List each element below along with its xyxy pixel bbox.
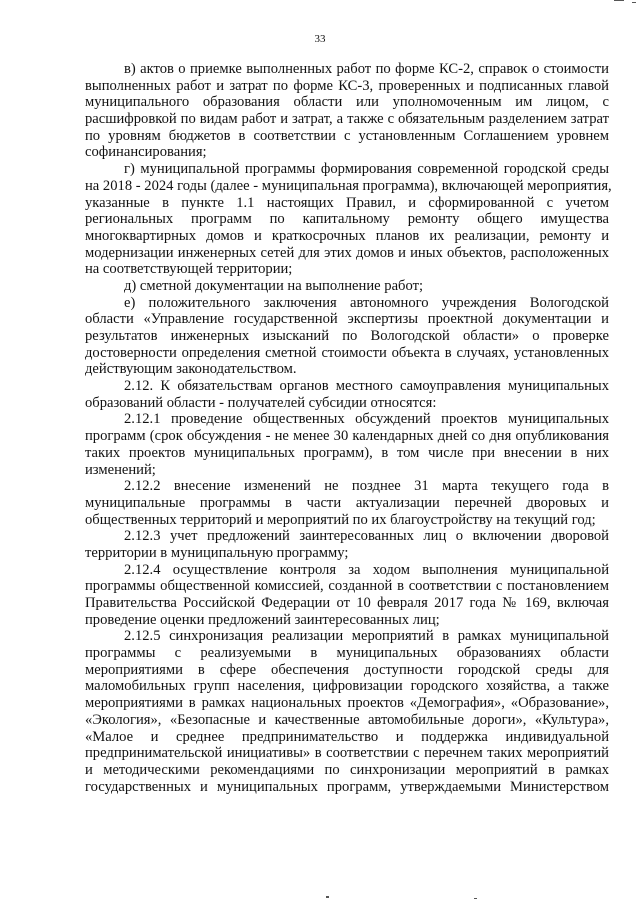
text-line: расшифровкой по видам работ и затрат, а также с обязательным разделением затрат [85, 111, 609, 128]
text-line: региональных программ по капитальному ремонту общего имущества [85, 211, 609, 228]
text-line: «Экология», «Безопасные и качественные автомобильные дороги», «Культура», [85, 711, 609, 728]
paragraph [85, 161, 612, 278]
text-line: программы общественной комиссией, созданной в соответствии с постановлением [85, 578, 609, 595]
text-line: области «Управление государственной экспертизы проектной документации и [85, 311, 609, 328]
text-line: предпринимательской инициативы» в соответствии с перечнем таких мероприятий [85, 745, 609, 762]
text-line: 2.12.2 внесение изменений не позднее 31 марта текущего года в [124, 478, 609, 495]
text-line: 2.12.5 синхронизация реализации мероприятий в рамках муниципальной [124, 628, 609, 645]
text-line: модернизации инженерных сетей для этих домов и иных объектов, расположенных [85, 244, 609, 261]
paragraph [85, 295, 609, 378]
scan-mark [614, 0, 624, 1]
text-line: 2.12.1 проведение общественных обсуждений проектов муниципальных [124, 411, 609, 428]
scan-mark [474, 898, 477, 899]
text-line: проведение оценки предложений заинтересованных лиц; [85, 611, 440, 628]
page-number: 33 [314, 33, 326, 45]
text-line: территории в муниципальную программу; [85, 544, 349, 561]
text-line: в) актов о приемке выполненных работ по форме КС-2, справок о стоимости [124, 61, 609, 77]
text-line: указанные в пункте 1.1 настоящих Правил, и сформированной с учетом [85, 194, 609, 211]
text-line: Правительства Российской Федерации от 10 февраля 2017 года № 169, включая [85, 595, 609, 611]
text-line: действующим законодательством. [85, 361, 297, 378]
text-line: по уровням бюджетов в соответствии с установленным Соглашением уровнем [85, 127, 609, 144]
text-line: маломобильных групп населения, цифровизации городского хозяйства, а также [85, 678, 609, 695]
text-line: муниципального образования области или уполномоченным им лицом, с [85, 94, 609, 111]
document-body [85, 61, 612, 795]
text-line: 2.12. К обязательствам органов местного самоуправления муниципальных [124, 378, 609, 395]
text-line: «Малое и среднее предпринимательство и поддержка индивидуальной [85, 728, 609, 745]
text-line: д) сметной документации на выполнение работ; [124, 277, 424, 294]
paragraph [85, 278, 609, 295]
text-line: г) муниципальной программы формирования современной городской среды [124, 161, 609, 178]
text-line: мероприятиями в сфере обеспечения доступности городской среды для [85, 661, 609, 678]
text-line: программы с реализуемыми в муниципальных образованиях области [85, 645, 609, 662]
text-line: изменений; [85, 461, 156, 478]
text-line: общественных территорий и мероприятий по их благоустройству на текущий год; [85, 511, 596, 528]
paragraph [85, 478, 609, 528]
text-line: 2.12.4 осуществление контроля за ходом выполнения муниципальной [124, 561, 609, 578]
text-line: 2.12.3 учет предложений заинтересованных лиц о включении дворовой [124, 528, 609, 545]
text-line: образований области - получателей субсидии относятся: [85, 394, 437, 411]
scan-mark [326, 896, 329, 898]
text-line: муниципальные программы в части актуализации перечней дворовых и [85, 494, 609, 511]
text-line: многоквартирных домов и краткосрочных планов их реализации, ремонту и [85, 227, 609, 244]
text-line: е) положительного заключения автономного учреждения Вологодской [124, 294, 609, 311]
paragraph [85, 628, 609, 795]
scan-mark [632, 2, 636, 3]
paragraph [85, 562, 609, 629]
paragraph [85, 411, 609, 478]
paragraph [85, 61, 609, 161]
text-line: софинансирования; [85, 144, 207, 161]
text-line: и методическими рекомендациями по синхронизации мероприятий в рамках [85, 761, 609, 778]
text-line: государственных и муниципальных программ, утверждаемыми Министерством [85, 778, 609, 795]
paragraph [85, 528, 609, 561]
text-line: мероприятиями в рамках национальных проектов «Демография», «Образование», [85, 695, 609, 712]
paragraph [85, 378, 609, 411]
text-line: выполненных работ и затрат по форме КС-3, проверенных и подписанных главой [85, 77, 609, 94]
text-line: таких проектов муниципальных программ), в том числе при внесении в них [85, 444, 609, 461]
text-line: результатов инженерных изысканий по Вологодской области» о проверке [85, 328, 609, 344]
text-line: на 2018 - 2024 годы (далее - муниципальная программа), включающей мероприятия, [85, 177, 612, 194]
text-line: на соответствующей территории; [85, 261, 293, 278]
text-line: программ (срок обсуждения - не менее 30 календарных дней со дня опубликования [85, 428, 609, 445]
text-line: достоверности определения сметной стоимости объекта в случаях, установленных [85, 344, 609, 361]
